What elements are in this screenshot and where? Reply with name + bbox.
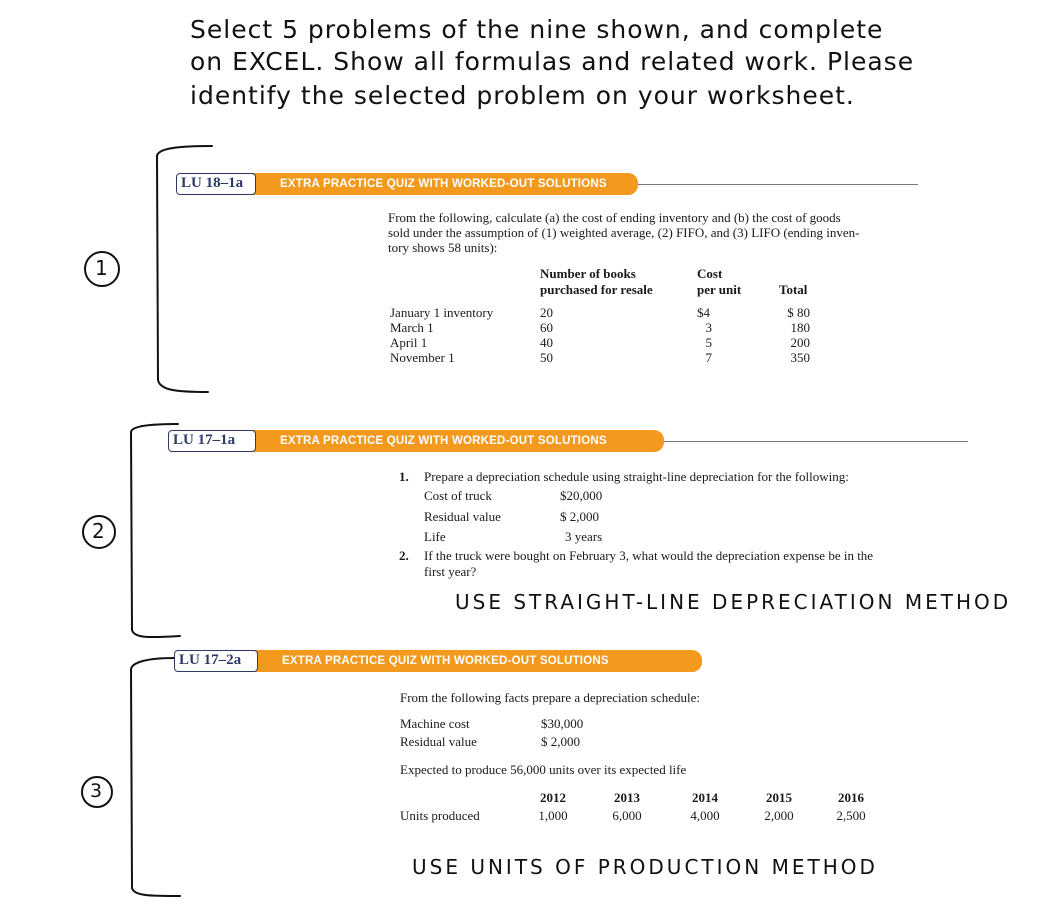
row-total: 350 <box>790 350 810 365</box>
item-1-number: 1. <box>399 469 409 484</box>
row-cost: 3 <box>705 320 712 335</box>
bracket-2 <box>131 424 180 637</box>
row-label: November 1 <box>390 350 455 365</box>
fact-value: 3 years <box>565 529 603 544</box>
row-books: 20 <box>540 305 553 320</box>
fact-label: Machine cost <box>400 716 470 731</box>
row-total: $ 80 <box>787 305 810 320</box>
intro-line-1: From the following, calculate (a) the cost of ending inventory and (b) the cost of goods <box>388 210 841 225</box>
row-label: March 1 <box>390 320 434 335</box>
year-header: 2014 <box>692 790 718 805</box>
units-cell: 2,000 <box>764 808 794 823</box>
quiz-banner: EXTRA PRACTICE QUIZ WITH WORKED-OUT SOLUTIONS <box>252 173 638 195</box>
row-books: 40 <box>540 335 553 350</box>
item-2-line-2: first year? <box>424 564 477 579</box>
header-books-1: Number of books <box>540 266 636 281</box>
row-label: January 1 inventory <box>390 305 494 320</box>
row-books: 60 <box>540 320 553 335</box>
units-cell: 2,500 <box>836 808 866 823</box>
instruction-line-2: on EXCEL. Show all formulas and related work. Please <box>190 47 915 76</box>
year-header: 2012 <box>540 790 566 805</box>
header-books-2: purchased for resale <box>540 282 653 297</box>
year-header: 2015 <box>766 790 792 805</box>
row-books: 50 <box>540 350 553 365</box>
method-note: USE UNITS OF PRODUCTION METHOD <box>412 855 878 879</box>
instruction-line-1: Select 5 problems of the nine shown, and complete <box>190 15 884 44</box>
instruction-line-3: identify the selected problem on your worksheet. <box>190 81 855 110</box>
intro-text: From the following facts prepare a depreciation schedule: <box>400 690 700 705</box>
bracket-3 <box>131 658 180 896</box>
section-rule <box>638 184 918 185</box>
problem-number-2: 2 <box>92 519 106 543</box>
fact-value: $ 2,000 <box>560 509 599 524</box>
row-cost: 7 <box>705 350 712 365</box>
row-cost: $4 <box>697 305 710 320</box>
year-header: 2013 <box>614 790 640 805</box>
fact-label: Life <box>424 529 446 544</box>
header-cost-1: Cost <box>697 266 723 281</box>
row-cost: 5 <box>705 335 712 350</box>
header-total: Total <box>779 282 808 297</box>
fact-label: Residual value <box>400 734 477 749</box>
lu-badge: LU 18–1a <box>176 173 256 195</box>
header-cost-2: per unit <box>697 282 742 297</box>
units-cell: 6,000 <box>612 808 642 823</box>
fact-value: $ 2,000 <box>541 734 580 749</box>
fact-value: $30,000 <box>541 716 584 731</box>
problem-number-3: 3 <box>90 780 104 802</box>
units-cell: 4,000 <box>690 808 720 823</box>
row-total: 180 <box>790 320 810 335</box>
row-total: 200 <box>790 335 810 350</box>
item-1-text: Prepare a depreciation schedule using straight-line depreciation for the following: <box>424 469 849 484</box>
units-cell: 1,000 <box>538 808 568 823</box>
item-2-number: 2. <box>399 548 409 563</box>
intro-line-3: tory shows 58 units): <box>388 240 498 255</box>
item-2-line-1: If the truck were bought on February 3, what would the depreciation expense be in the <box>424 548 874 563</box>
quiz-banner: EXTRA PRACTICE QUIZ WITH WORKED-OUT SOLUTIONS <box>254 650 702 672</box>
fact-label: Residual value <box>424 509 501 524</box>
row-label: April 1 <box>390 335 428 350</box>
expected-life-text: Expected to produce 56,000 units over its expected life <box>400 762 687 777</box>
row-label: Units produced <box>400 808 480 823</box>
fact-label: Cost of truck <box>424 488 492 503</box>
lu-badge: LU 17–2a <box>174 650 258 672</box>
method-note: USE STRAIGHT-LINE DEPRECIATION METHOD <box>455 590 1012 614</box>
problem-number-1: 1 <box>95 256 109 280</box>
lu-badge: LU 17–1a <box>168 430 256 452</box>
section-rule <box>664 441 968 442</box>
fact-value: $20,000 <box>560 488 603 503</box>
intro-line-2: sold under the assumption of (1) weighted average, (2) FIFO, and (3) LIFO (ending inven- <box>388 225 860 240</box>
quiz-banner: EXTRA PRACTICE QUIZ WITH WORKED-OUT SOLUTIONS <box>252 430 664 452</box>
year-header: 2016 <box>838 790 864 805</box>
